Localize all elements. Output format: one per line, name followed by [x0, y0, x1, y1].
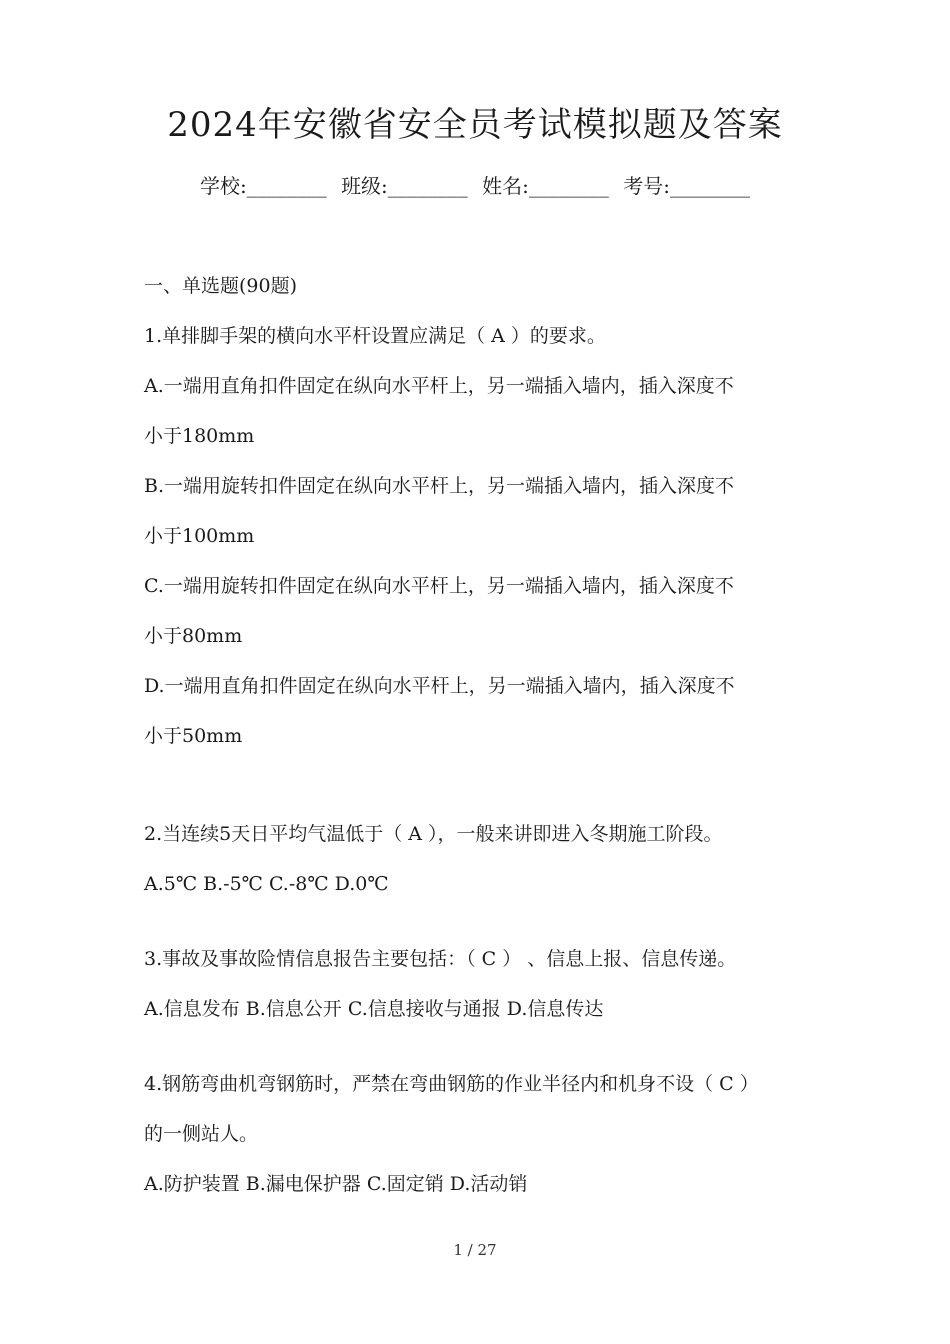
- question-1-option-b: B.一端用旋转扣件固定在纵向水平杆上，另一端插入墙内，插入深度不: [144, 475, 735, 497]
- question-3-stem: 3.事故及事故险情信息报告主要包括：（ C ） 、信息上报、信息传递。: [144, 948, 737, 970]
- question-4-stem: 4.钢筋弯曲机弯钢筋时，严禁在弯曲钢筋的作业半径内和机身不设（ C ）: [144, 1073, 759, 1095]
- question-3-options: A.信息发布 B.信息公开 C.信息接收与通报 D.信息传达: [144, 998, 604, 1020]
- question-1-option-b-cont: 小于100mm: [144, 525, 255, 547]
- question-1-option-c: C.一端用旋转扣件固定在纵向水平杆上，另一端插入墙内，插入深度不: [144, 575, 734, 597]
- document-title: 2024年安徽省安全员考试模拟题及答案: [167, 105, 783, 145]
- class-field: 班级:________: [341, 174, 468, 198]
- question-2-options: A.5℃ B.-5℃ C.-8℃ D.0℃: [144, 873, 389, 895]
- name-field: 姓名:________: [482, 174, 609, 198]
- question-1-option-a-cont: 小于180mm: [144, 425, 255, 447]
- question-1-option-a: A.一端用直角扣件固定在纵向水平杆上，另一端插入墙内，插入深度不: [144, 375, 734, 397]
- page-number: 1 / 27: [453, 1241, 497, 1259]
- question-1-option-c-cont: 小于80mm: [144, 625, 243, 647]
- question-1-option-d-cont: 小于50mm: [144, 725, 243, 747]
- question-4-stem-cont: 的一侧站人。: [144, 1123, 259, 1145]
- question-1-option-d: D.一端用直角扣件固定在纵向水平杆上，另一端插入墙内，插入深度不: [144, 675, 735, 697]
- section-heading: 一、单选题(90题): [144, 275, 298, 297]
- student-info-row: [0, 170, 950, 202]
- school-field: 学校:________: [199, 174, 327, 198]
- question-4-options: A.防护装置 B.漏电保护器 C.固定销 D.活动销: [144, 1173, 528, 1195]
- exam-number-field: 考号:________: [623, 174, 751, 198]
- question-1-stem: 1.单排脚手架的横向水平杆设置应满足（ A ）的要求。: [144, 325, 606, 347]
- question-2-stem: 2.当连续5天日平均气温低于（ A ），一般来讲即进入冬期施工阶段。: [144, 823, 723, 845]
